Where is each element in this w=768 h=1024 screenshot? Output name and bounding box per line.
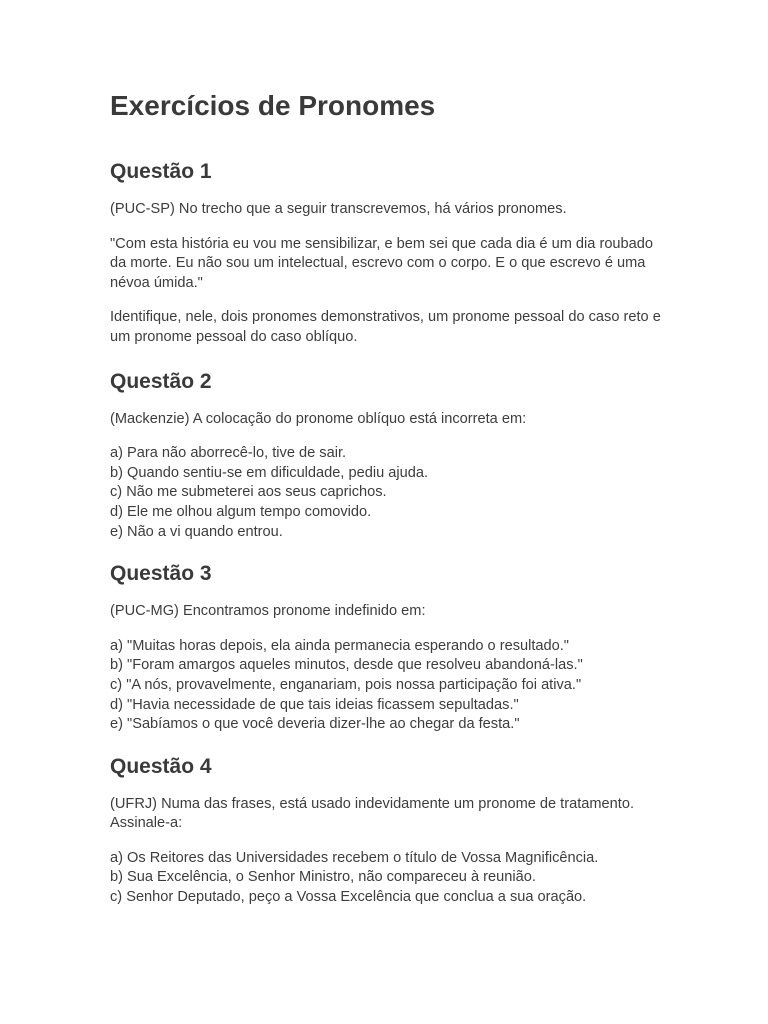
option-b: b) Quando sentiu-se em dificuldade, pediu ajuda. xyxy=(110,464,429,481)
option-b: b) Sua Excelência, o Senhor Ministro, não compareceu à reunião. xyxy=(110,869,536,886)
option-a: a) Para não aborrecê-lo, tive de sair. xyxy=(110,445,347,462)
option-c: c) Não me submeterei aos seus caprichos. xyxy=(110,484,387,501)
option-e: e) Não a vi quando entrou. xyxy=(110,523,283,540)
question-1-instruction: Identifique, nele, dois pronomes demonstrativos, um pronome pessoal do caso reto e um pronome pessoal do caso oblíquo. xyxy=(110,309,661,345)
option-b: b) "Foram amargos aqueles minutos, desde que resolveu abandoná-las." xyxy=(110,657,583,674)
question-1-heading: Questão 1 xyxy=(110,160,212,183)
question-4-options xyxy=(110,849,670,908)
question-2-prompt: (Mackenzie) A colocação do pronome oblíquo está incorreta em: xyxy=(110,410,527,427)
option-d: d) "Havia necessidade de que tais ideias ficassem sepultadas." xyxy=(110,696,519,713)
question-2-options xyxy=(110,444,670,542)
question-4-prompt: (UFRJ) Numa das frases, está usado indevidamente um pronome de tratamento. Assinale-a: xyxy=(110,795,634,832)
document-page xyxy=(110,88,670,926)
question-1-quote: "Com esta história eu vou me sensibilizar, e bem sei que cada dia é um dia roubado da morte. Eu não sou um intelectual, escrevo com o corpo. E o que escrevo é uma névoa úmida." xyxy=(110,235,654,291)
option-e: e) "Sabíamos o que você deveria dizer-lhe ao chegar da festa." xyxy=(110,716,520,733)
option-a: a) Os Reitores das Universidades recebem o título de Vossa Magnificência. xyxy=(110,849,599,866)
question-4-section xyxy=(110,753,670,908)
option-c: c) Senhor Deputado, peço a Vossa Excelência que conclua a sua oração. xyxy=(110,889,587,906)
option-d: d) Ele me olhou algum tempo comovido. xyxy=(110,503,372,520)
document-title: Exercícios de Pronomes xyxy=(110,90,436,121)
question-2-section xyxy=(110,368,670,543)
option-c: c) "A nós, provavelmente, enganariam, pois nossa participação foi ativa." xyxy=(110,676,582,693)
question-3-options xyxy=(110,637,670,735)
option-a: a) "Muitas horas depois, ela ainda permanecia esperando o resultado." xyxy=(110,637,569,654)
question-1-prompt: (PUC-SP) No trecho que a seguir transcrevemos, há vários pronomes. xyxy=(110,201,567,217)
question-4-heading: Questão 4 xyxy=(110,754,212,778)
question-1-section xyxy=(110,158,670,348)
question-3-heading: Questão 3 xyxy=(110,562,212,586)
question-3-prompt: (PUC-MG) Encontramos pronome indefinido em: xyxy=(110,603,426,620)
question-3-section xyxy=(110,560,670,735)
question-2-heading: Questão 2 xyxy=(110,369,212,393)
